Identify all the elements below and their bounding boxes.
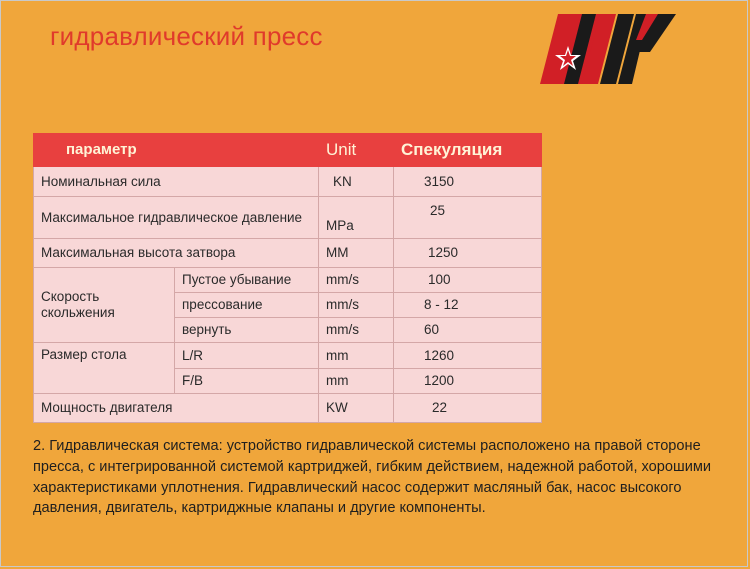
table-row [34, 167, 542, 197]
row-subparameter: прессование [175, 293, 319, 318]
row-unit: mm [319, 369, 394, 394]
row-unit: mm [319, 343, 394, 369]
row-value: 25 [394, 197, 542, 239]
row-unit: KN [319, 167, 394, 197]
header-unit: Unit [319, 134, 394, 167]
page-title: гидравлический пресс [50, 21, 323, 51]
spec-table [33, 133, 542, 423]
row-value: 60 [394, 318, 542, 343]
row-parameter: Скорость скольжения [34, 268, 175, 343]
row-parameter: Максимальная высота затвора [34, 239, 319, 268]
table-row [34, 239, 542, 268]
description-paragraph: 2. Гидравлическая система: устройство гидравлической системы расположено на правой стороне пресса, с интегрированной системой картриджей, гибким действием, надежной работой, хорошими характеристиками уплотнения. Гидравлический насос содержит масляный бак, насос высокого давления, двигатель, картриджные клапаны и другие компоненты. [33, 438, 712, 517]
row-parameter: Размер стола [34, 343, 175, 394]
row-value: 3150 [394, 167, 542, 197]
row-value: 8 - 12 [394, 293, 542, 318]
row-value: 1250 [394, 239, 542, 268]
row-subparameter: Пустое убывание [175, 268, 319, 293]
header-parameter: параметр [34, 134, 319, 167]
header-spec: Спекуляция [394, 134, 542, 167]
row-value: 100 [394, 268, 542, 293]
table-row [34, 394, 542, 423]
row-value: 1200 [394, 369, 542, 394]
row-unit: mm/s [319, 293, 394, 318]
row-subparameter: вернуть [175, 318, 319, 343]
row-unit: MM [319, 239, 394, 268]
star-brand-logo-icon [538, 12, 678, 86]
row-parameter: Максимальное гидравлическое давление [34, 197, 319, 239]
row-parameter: Номинальная сила [34, 167, 319, 197]
row-unit: MPa [319, 197, 394, 239]
row-unit: mm/s [319, 268, 394, 293]
row-unit: mm/s [319, 318, 394, 343]
row-value: 22 [394, 394, 542, 423]
row-value: 1260 [394, 343, 542, 369]
table-row [34, 343, 542, 369]
table-row [34, 268, 542, 293]
row-subparameter: F/B [175, 369, 319, 394]
row-subparameter: L/R [175, 343, 319, 369]
row-parameter: Мощность двигателя [34, 394, 319, 423]
row-unit: KW [319, 394, 394, 423]
table-header-row [34, 134, 542, 167]
table-row [34, 197, 542, 239]
